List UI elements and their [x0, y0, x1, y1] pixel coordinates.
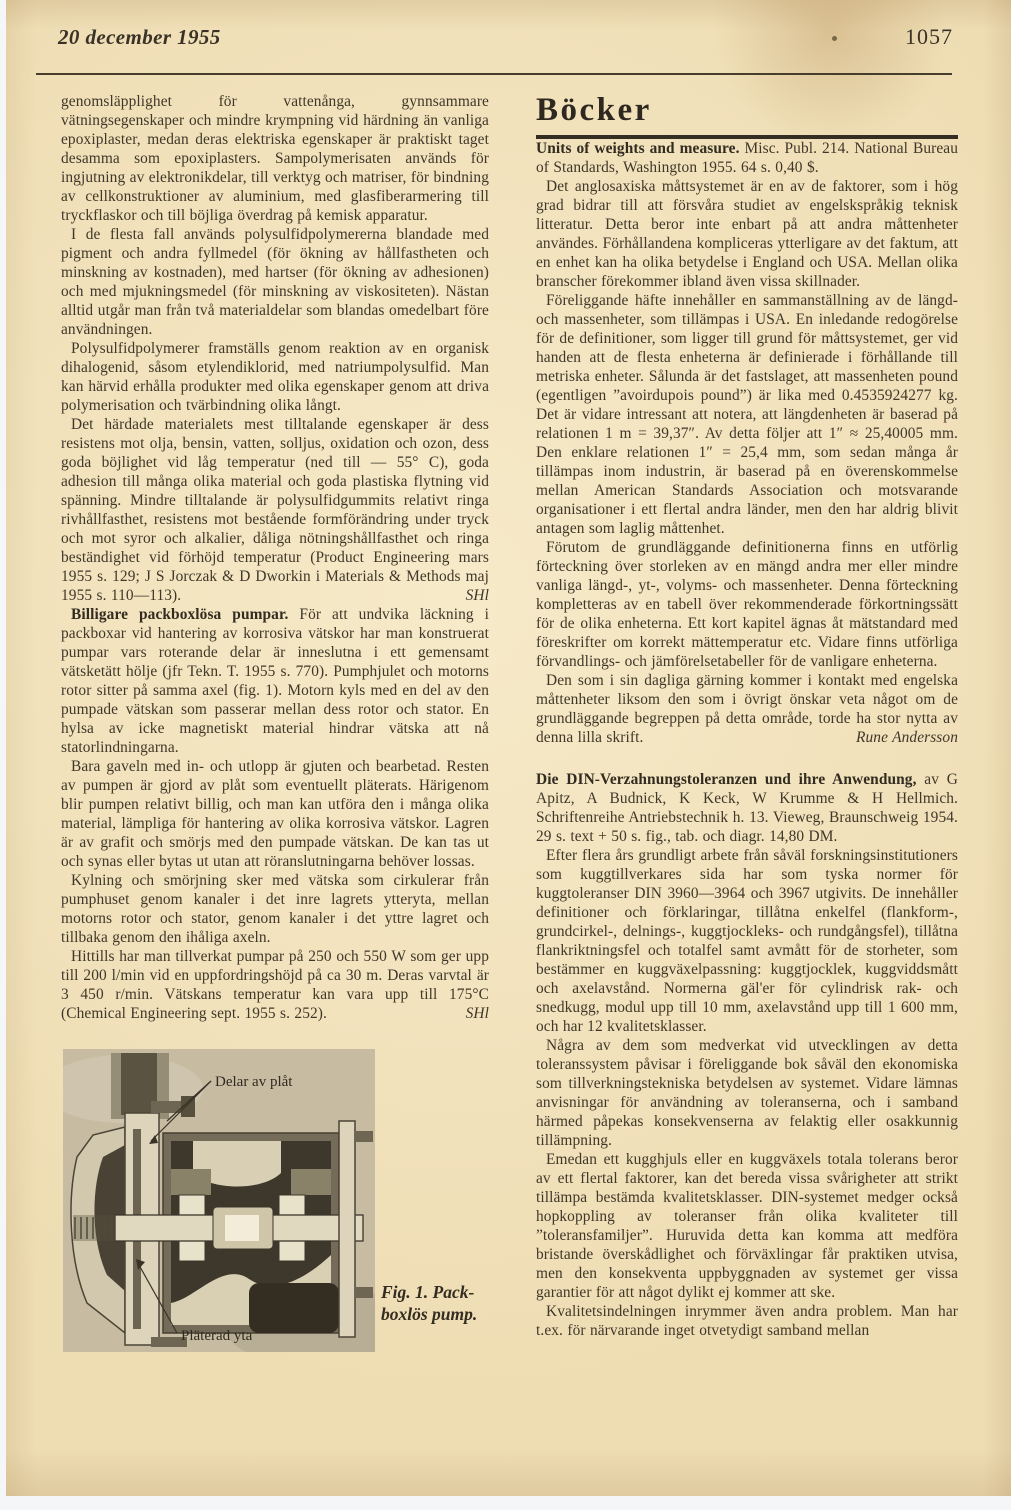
paragraph: Det anglosaxiska måttsystemet är en av de faktorer, som i hög grad bidrar till att försvåra studiet av engelskspråkig teknisk litteratur. Detta beror inte enbart på att andra måttenheter användes. Förhållandena kompliceras ytterligare av det faktum, att en enhet kan ha olika betydelse i England och USA. Mellan olika branscher förekommer ibland även vissa skillnader. — [536, 178, 958, 291]
issue-date: 20 december 1955 — [58, 25, 221, 49]
paragraph: Några av dem som medverkat vid utvecklingen av detta toleranssystem påvisar i föreliggande bok såväl den ekonomiska som tillverkningstekniska betydelsen av systemet. Vidare lämnas anvisningar för användning av toleranserna, och i samband härmed påpekas konsekvenserna av felaktig eller osakkunnig tillämpning. — [536, 1037, 958, 1150]
left-column — [61, 92, 489, 1356]
figure-caption — [381, 1281, 485, 1327]
signature: SHl — [465, 587, 489, 604]
page-number: 1057 — [905, 24, 953, 49]
figure-label-top: Delar av plåt — [215, 1074, 293, 1090]
article-pumps-head — [61, 605, 489, 757]
book-title: Die DIN-Verzahnungstoleranzen und ihre Anwendung, — [536, 771, 917, 789]
signature: SHl — [465, 1005, 489, 1022]
two-column-layout — [61, 92, 958, 1356]
ink-spot — [832, 36, 837, 41]
paragraph: Kvalitetsindelningen inrymmer även andra problem. Man har t.ex. för närvarande inget otvetydigt samband mellan — [536, 1303, 958, 1340]
page-header — [58, 24, 953, 50]
paragraph-text: För att undvika läckning i packboxar vid hantering av korrosiva vätskor har man konstruerat pumpar vars roterande delar är inneslutna i ett gemensamt vätsketätt hölje (jfr Tekn. T. 1955 s. 770). Pumphjulet och motorns rotor sitter på samma axel (fig. 1). Motorn kyls med en del av den pumpade vätskan som passerar mellan dess rotor och stator. En hylsa av icke magnetiskt material hindrar vätska att nå statorlindningarna. — [61, 606, 489, 756]
figure-caption-line: Fig. 1. Pack- — [381, 1281, 475, 1302]
paragraph: Föreliggande häfte innehåller en sammanställning av de längd- och massenheter, som tillämpas i USA. En inledande redogörelse för de definitioner, som ligger till grund för måttsystemet, ger vid handen att de flesta enheterna är definierade i förhållande till metriska enheter. Sålunda är det fastslaget, att massenheten pound (egentligen ”avoirdupois pound”) är lika med 0.4535924277 kg. Det är vidare intressant att notera, att längdenheten är baserad på relationen 1 m = 39,37″. Av detta följer att 1″ ≈ 25,40005 mm. Den enklare relationen 1″ = 25,4 mm, som sedan många år tillämpas inom industrin, är baserad på en överenskommelse mellan American Standards Association och motsvarande organisationer i ett flertal andra länder, men den har aldrig blivit antagen som laglig måttenhet. — [536, 292, 958, 538]
figure-label-bottom: Pläterad yta — [181, 1328, 253, 1344]
paragraph: Kylning och smörjning sker med vätska som cirkulerar från pumphuset genom kanaler i det inre lagrets ytteryta, mellan motorns rotor och stator, genom kanaler i det yttre lagret och tillbaka genom den ihåliga axeln. — [61, 872, 489, 946]
paragraph: I de flesta fall används polysulfidpolymererna blandade med pigment och andra fyllmedel (för ökning av hållfastheten och minskning av kostnaden), med hartser (för ökning av adhesionen) och med mjukningsmedel (för minskning av viskositeten). Nästan alltid utgår man från två materialdelar som blandas omedelbart före användningen. — [61, 226, 489, 338]
book-biblio: av G Apitz, A Budnick, K Keck, W Krumme & H Hellmich. Schriftenreihe Antriebstechnik h. 13. Vieweg, Braunschweig 1954. 29 s. text + 50 s. fig., tab. och diagr. 14,80 DM. — [536, 771, 958, 846]
review-1-head — [536, 139, 958, 177]
paragraph: Efter flera års grundligt arbete från såväl forskningsinstitutioners som kuggtillverkares sida har som tyska normer för kuggtoleranser DIN 3960—3964 och 3967 utgivits. De innehåller definitioner och förklaringar, tillåtna enkelfel (flankform-, grundcirkel-, delnings-, kuggtjockleks- och rundgångsfel), tillåtna flankriktningsfel och totalfel samt avmått för de storheter, som bestämmer en kuggväxelpassning: kuggtjocklek, kuggviddsmått och axelavstånd. Normerna gäl'er för cylindrisk rak- och snedkugg, modul upp till 10 mm, axelavstånd upp till 1 600 mm, och har 12 kvalitetsklasser. — [536, 847, 958, 1036]
article-title: Billigare packboxlösa pumpar. — [71, 606, 289, 623]
paragraph: Polysulfidpolymerer framställs genom reaktion av en organisk dihalogenid, såsom etylendiklorid, med natriumpolysulfid. Man kan härvid erhålla produkter med olika egenskaper genom att driva polymerisation och tvärbindning olika långt. — [61, 340, 489, 414]
figure-caption-line: boxlös pump. — [381, 1304, 478, 1325]
paragraph — [61, 947, 489, 1023]
figure-1 — [61, 1049, 489, 1356]
paragraph: Emedan ett kugghjuls eller en kuggväxels totala tolerans beror av ett flertal faktorer, kan det bereda vissa svårigheter att strikt tillämpa bestämda kvalitetsklasser. DIN-systemet medger också hopkoppling av toleranser från olika kvaliteter till ”toleransfamiljer”. Huruvida detta kan komma att medföra bristande överskådlighet och förväxlingar får praktiken utvisa, men den konsekventa uppbyggnaden av systemet ger vissa garantier för att något dylikt ej kommer att ske. — [536, 1151, 958, 1302]
review-2-head — [536, 770, 958, 846]
paragraph: Förutom de grundläggande definitionerna finns en utförlig förteckning över storleken av en mängd andra mer eller mindre vanliga längd-, yt-, volyms- och massenheter. Denna förteckning kompletteras av en tabell över rekommenderade förkortningssätt för de olika enheterna. Ett kort kapitel ägnas åt mätstandard med föreskrifter om korrekt mättemperatur etc. Vidare finns utförliga förvandlings- och jämförelsetabeller för de vanligare enheterna. — [536, 539, 958, 671]
paragraph — [61, 415, 489, 605]
paragraph — [536, 671, 958, 747]
book-biblio: Misc. Publ. 214. National Bureau of Standards, Washington 1955. 64 s. 0,40 $. — [536, 140, 958, 177]
pump-cutaway-photo — [63, 1049, 375, 1352]
paragraph: genomsläpplighet för vattenånga, gynnsammare vätningsegenskaper och mindre krympning vid härdning än vanliga epoxiplaster, medan deras elektriska egenskaper är praktiskt taget desamma som epoxiplasters. Sampolymerisaten används för ingjutning av elektronikdelar, till verktyg och matriser, för bindning av cellkonstruktioner av aluminium, med glasfiberarmering till tryckflaskor och till böjliga överdrag på kemisk apparatur. — [61, 93, 489, 224]
paragraph-text: Det härdade materialets mest tilltalande egenskaper är dess resistens mot olja, bensin, vatten, solljus, oxidation och ozon, dess goda böjlighet vid låg temperatur (ned till — 55° C), goda adhesion till många olika material och goda plastiska flytning vid spänning. Mindre tilltalande är polysulfidgummits relativt ringa rivhållfasthet, resistens mot bestående formförändring under tryck och mot syror och alkalier, dåliga nötningshållfasthet och ringa beständighet vid förhöjd temperatur (Product Engineering mars 1955 s. 129; J S Jorczak & D Dworkin i Materials & Methods maj 1955 s. 110—113). — [61, 416, 489, 604]
magazine-page — [6, 0, 1011, 1496]
paragraph-text: Hittills har man tillverkat pumpar på 250 och 550 W som ger upp till 200 l/min vid en uppfordringshöjd på ca 30 m. Deras varvtal är 3 450 r/min. Vätskans temperatur kan vara upp till 175°C (Chemical Engineering sept. 1955 s. 252). — [61, 948, 489, 1022]
header-rule — [36, 73, 952, 75]
reviewer-signature: Rune Andersson — [856, 729, 958, 747]
paragraph-text: Den som i sin dagliga gärning kommer i kontakt med engelska måttenheter liksom den som i övrigt önskar veta något om de grundläggande begreppen på detta område, torde ha stor nytta av denna lilla skrift. — [536, 672, 958, 747]
section-heading: Böcker — [536, 92, 652, 128]
right-column — [536, 92, 958, 1356]
book-title: Units of weights and measure. — [536, 140, 740, 158]
paragraph: Bara gaveln med in- och utlopp är gjuten och bearbetad. Resten av pumpen är gjord av plåt som eventuellt pläterats. Härigenom blir pumpen relativt billig, och man kan utföra den i många olika material, lämpliga för hantering av olika korrosiva vätskor. Lagren är av grafit och smörjs med den pumpade vätskan. De kan tas ut och synas eller bytas ut utan att röranslutningarna behöver lossas. — [61, 758, 489, 870]
